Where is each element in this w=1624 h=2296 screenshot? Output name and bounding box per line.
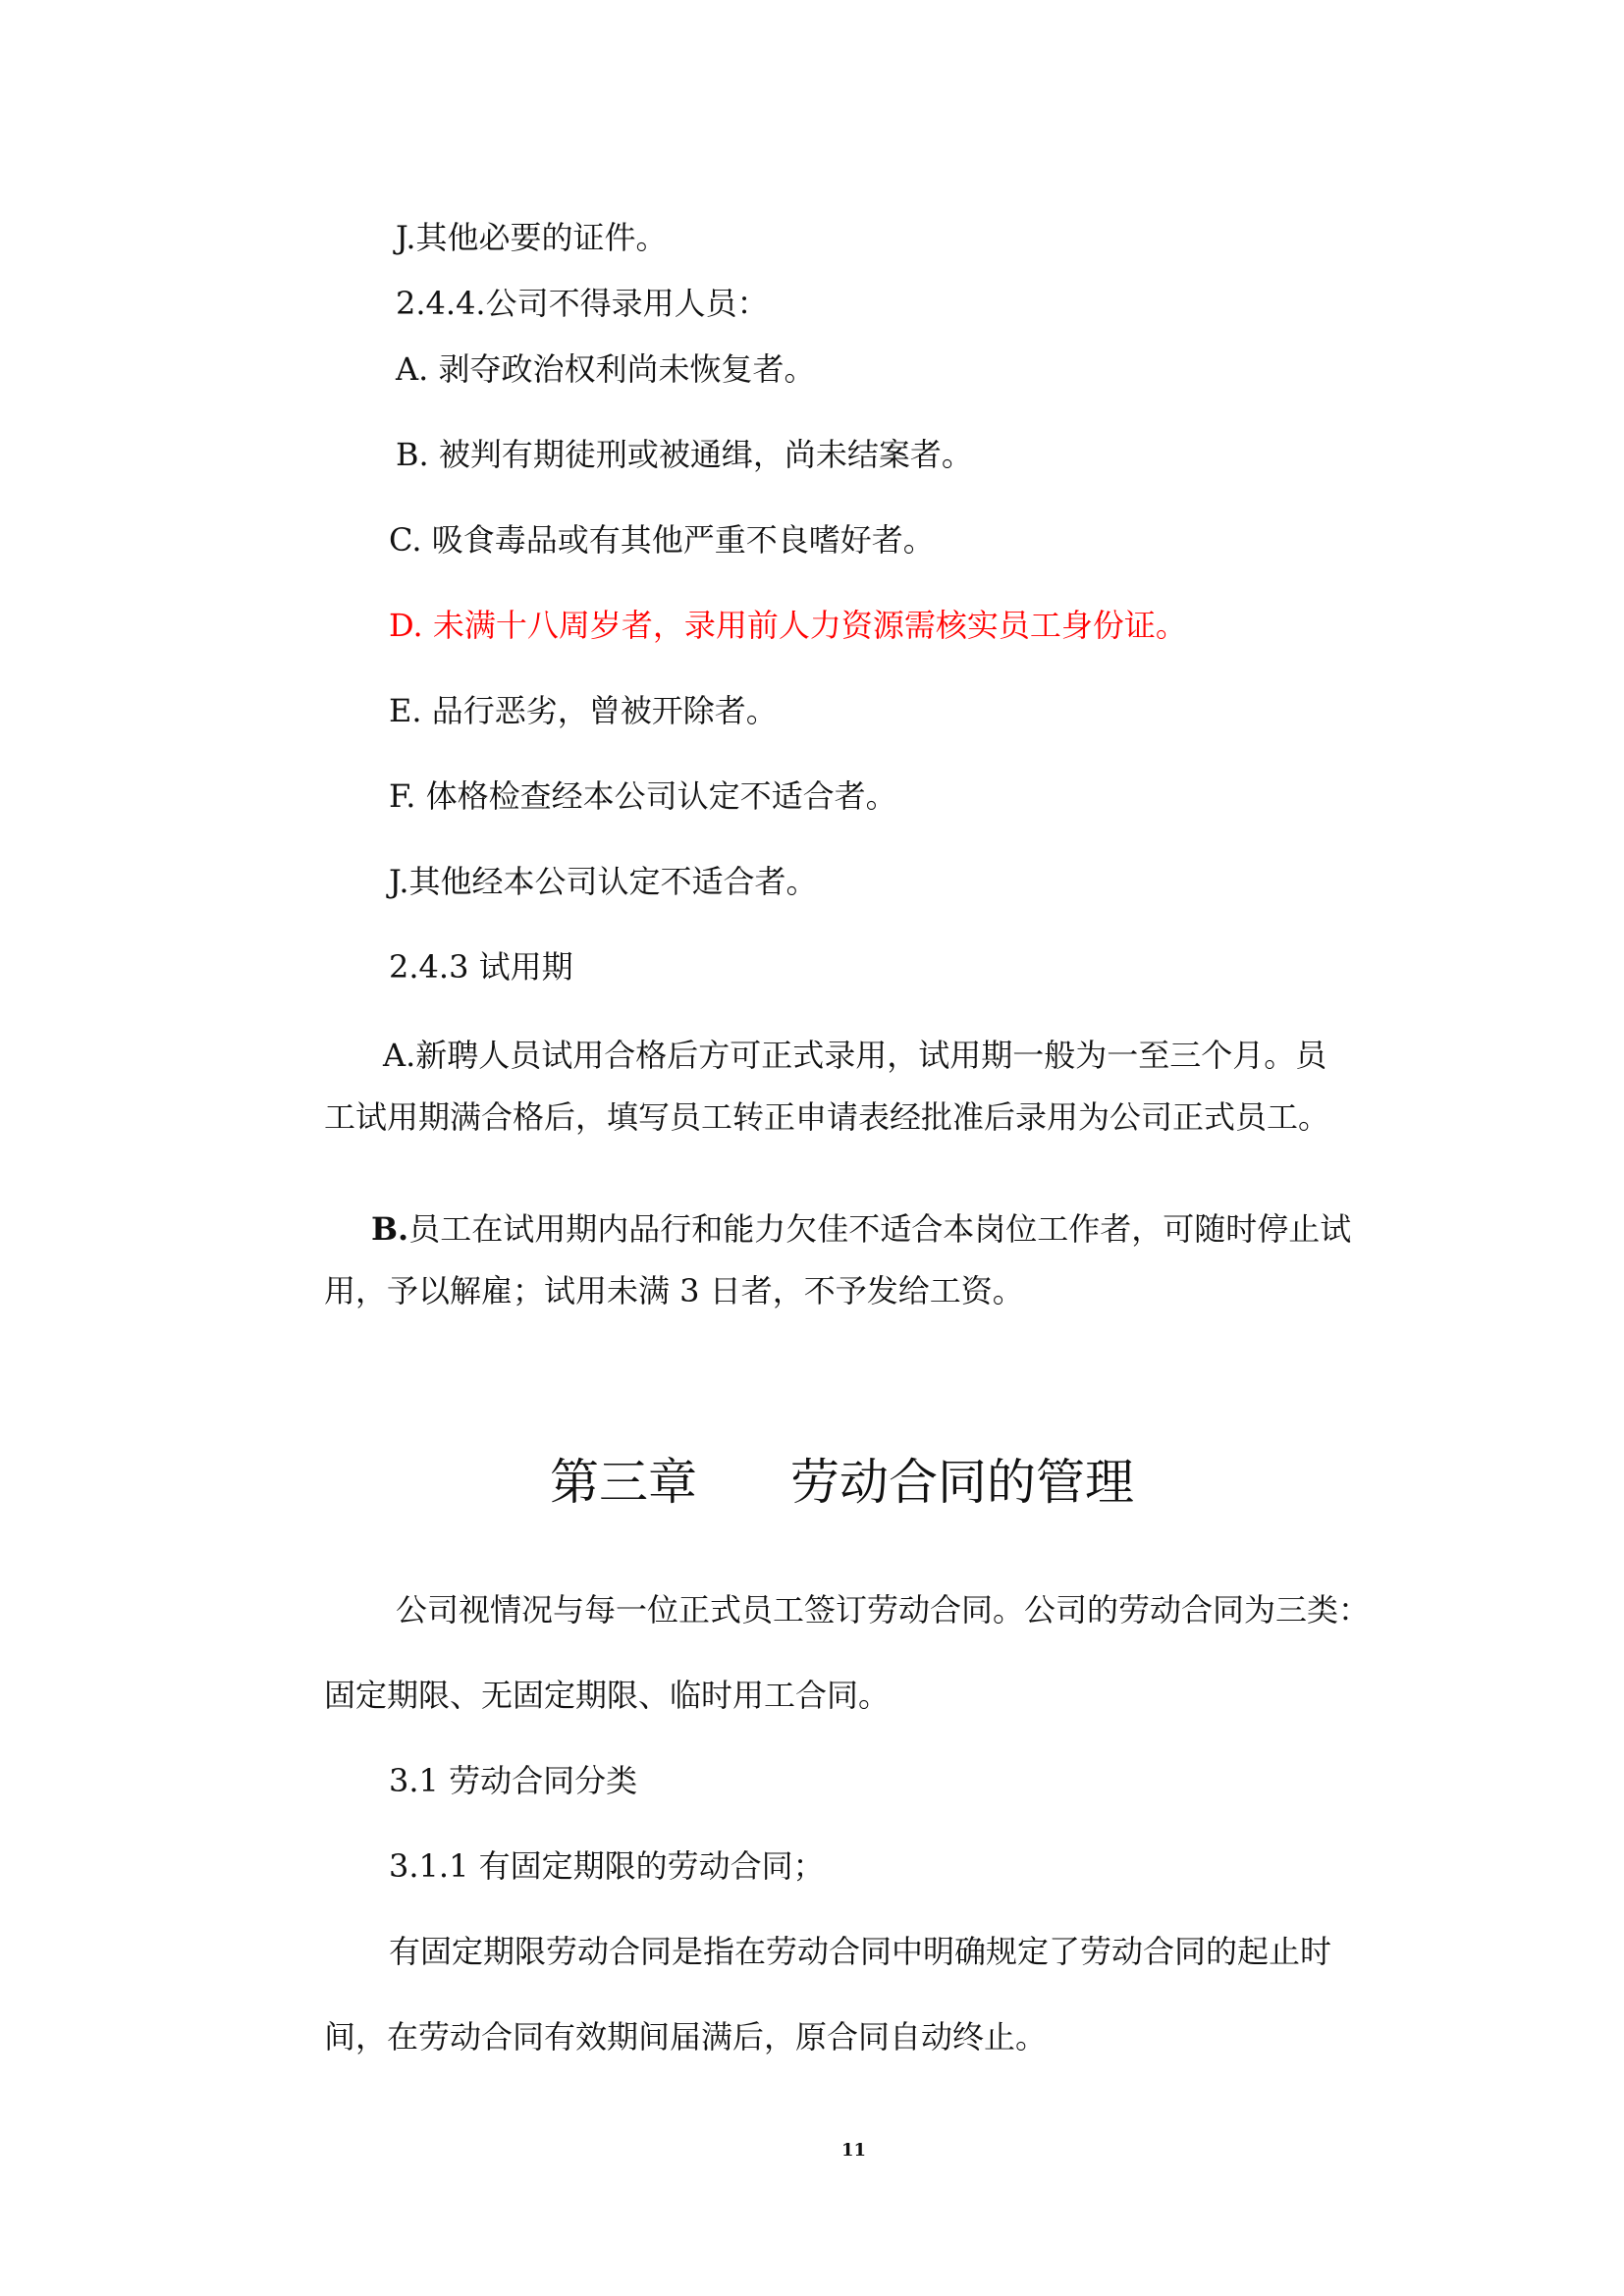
chapter-heading [550, 1453, 1134, 1512]
item-b-text: 员工在试用期内品行和能力欠佳不适合本岗位工作者，可随时停止试 [408, 1210, 1352, 1248]
item-b-label: B. [371, 1210, 409, 1248]
section-2-4-3-heading: 2.4.3 试用期 [389, 948, 573, 986]
fixed-term-para-line1: 有固定期限劳动合同是指在劳动合同中明确规定了劳动合同的起止时 [389, 1933, 1332, 1970]
item-d-highlighted: D. 未满十八周岁者，录用前人力资源需核实员工身份证。 [389, 607, 1187, 644]
item-c: C. 吸食毒品或有其他严重不良嗜好者。 [389, 521, 935, 559]
item-j-certificates: J.其他必要的证件。 [396, 219, 668, 256]
contract-intro-line1: 公司视情况与每一位正式员工签订劳动合同。公司的劳动合同为三类： [396, 1591, 1371, 1629]
item-f: F. 体格检查经本公司认定不适合者。 [389, 777, 897, 815]
probation-para-b-line1 [371, 1209, 1351, 1249]
item-b: B. 被判有期徒刑或被通缉，尚未结案者。 [396, 436, 973, 473]
probation-para-a-line1: A.新聘人员试用合格后方可正式录用，试用期一般为一至三个月。员 [383, 1037, 1327, 1074]
section-2-4-4-heading: 2.4.4.公司不得录用人员： [396, 285, 769, 322]
contract-intro-line2: 固定期限、无固定期限、临时用工合同。 [324, 1677, 891, 1714]
chapter-title: 劳动合同的管理 [790, 1454, 1134, 1511]
probation-para-a-line2: 工试用期满合格后，填写员工转正申请表经批准后录用为公司正式员工。 [324, 1098, 1330, 1136]
item-j-unsuitable: J.其他经本公司认定不适合者。 [389, 863, 818, 900]
page-number: 11 [841, 2140, 867, 2161]
item-e: E. 品行恶劣，曾被开除者。 [389, 692, 778, 729]
fixed-term-para-line2: 间，在劳动合同有效期间届满后，原合同自动终止。 [324, 2018, 1048, 2056]
chapter-number: 第三章 [550, 1454, 697, 1511]
section-3-1-1-heading: 3.1.1 有固定期限的劳动合同； [389, 1847, 825, 1885]
item-a: A. 剥夺政治权利尚未恢复者。 [396, 350, 816, 388]
probation-para-b-line2: 用，予以解雇；试用未满 3 日者，不予发给工资。 [324, 1272, 1024, 1309]
section-3-1-heading: 3.1 劳动合同分类 [389, 1762, 638, 1799]
